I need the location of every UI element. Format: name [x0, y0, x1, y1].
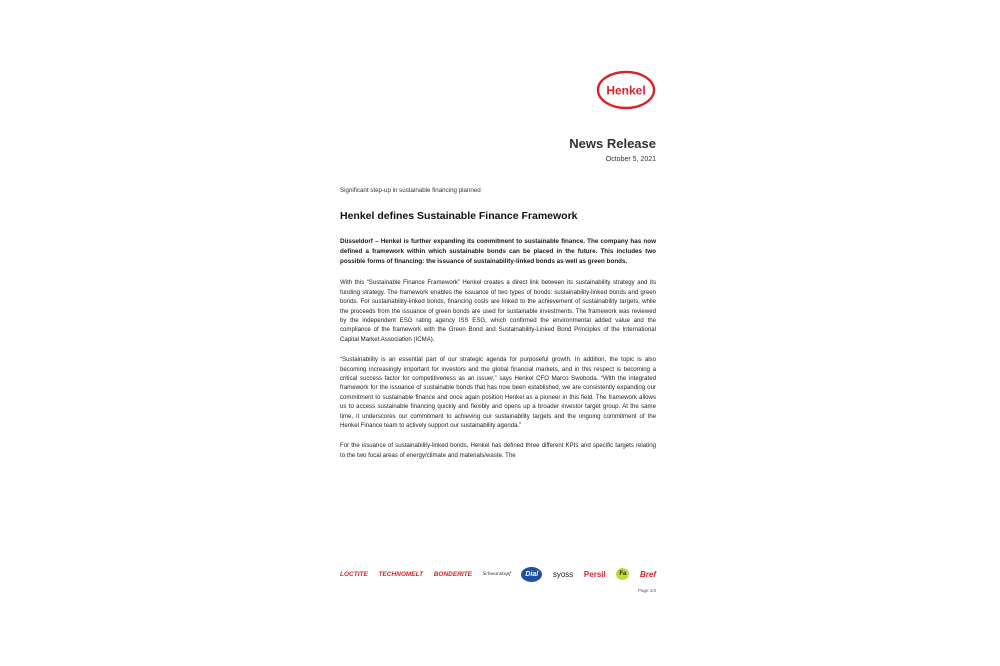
- release-title: News Release: [569, 136, 656, 151]
- brand-logo-technomelt: TECHNOMELT: [378, 570, 424, 578]
- henkel-logo: [596, 70, 656, 110]
- article-headline: Henkel defines Sustainable Finance Framework: [340, 210, 578, 222]
- article-paragraph: With this “Sustainable Finance Framework” Henkel creates a direct link between its sustainability strategy and its funding strategy. The framework enables the issuance of two types of bonds: sustainability-linked bonds and green bonds. For sustainability-linked bonds, financing costs are linked to the achievement of sustainability targets, while the proceeds from the issuance of green bonds are used for sustainable investments. The framework was reviewed by the independent ESG rating agency ISS ESG, which confirmed the environmental added value and the compliance of the framework with the Green Bond and Sustainability-Linked Bond Principles of the International Capital Market Association (ICMA).: [340, 279, 656, 343]
- page-number: Page 1/3: [637, 588, 656, 593]
- brand-logo-loctite: LOCTITE: [340, 570, 368, 578]
- brand-logo-bref: Bref: [639, 569, 656, 579]
- brand-logo-fa: Fa: [616, 568, 629, 580]
- article-subtitle: Significant step-up in sustainable financing planned: [340, 187, 481, 194]
- release-date: October 5, 2021: [605, 156, 656, 163]
- article-lead: Düsseldorf – Henkel is further expanding its commitment to sustainable finance. The company has now defined a framework within which sustainable bonds can be placed in the future. This includes two possible forms of financing: the issuance of sustainability-linked bonds as well as green bonds.: [340, 238, 656, 265]
- article-body: [340, 187, 656, 471]
- brand-logo-persil: Persil: [583, 569, 606, 579]
- brand-logo-schwarzkopf: Schwarzkopf: [482, 571, 511, 577]
- brand-logo-syoss: syoss: [552, 569, 574, 579]
- brand-logo-strip: [340, 564, 656, 584]
- article-paragraph: For the issuance of sustainability-linked bonds, Henkel has defined three different KPIs and specific targets relating to the two focal areas of energy/climate and materials/waste. The: [340, 442, 656, 459]
- brand-logo-dial: Dial: [521, 567, 542, 582]
- brand-logo-bonderite: BONDERITE: [433, 570, 472, 578]
- svg-text:Henkel: Henkel: [606, 83, 646, 98]
- document-page: [330, 62, 666, 602]
- article-paragraph: “Sustainability is an essential part of our strategic agenda for purposeful growth. In addition, the topic is also becoming increasingly important for investors and the global financial markets, and in this respect is becoming a critical success factor for competitiveness as an issuer,” says Henkel CFO Marco Swoboda. “With the integrated framework for the issuance of sustainable bonds that has now been established, we are consistently expanding our commitment to sustainable finance and once again position Henkel as a pioneer in this field. The framework allows us to access sustainable financing quickly and flexibly and opens up a broader investor target group. At the same time, it underscores our commitment to achieving our sustainability targets and the ongoing commitment of the Henkel Finance team to actively support our sustainability agenda.”: [340, 356, 656, 430]
